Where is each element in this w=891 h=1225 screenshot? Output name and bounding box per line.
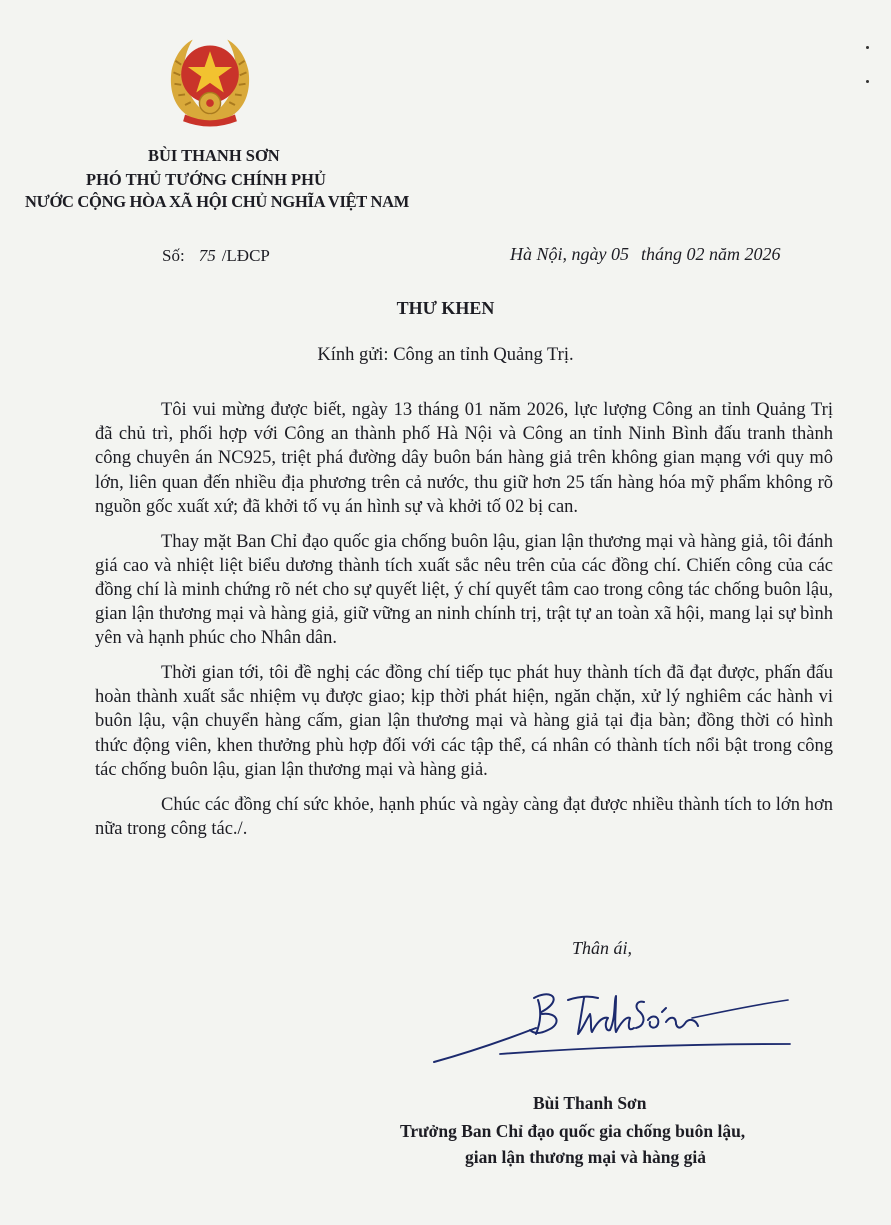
body-paragraph: Thay mặt Ban Chỉ đạo quốc gia chống buôn lậu, gian lận thương mại và hàng giả, tôi đánh giá cao và nhiệt liệt biểu dương thành tích xuất sắc nêu trên của các đồng chí. Chiến công của các đồng chí là minh chứng rõ nét cho sự quyết liệt, ý chí quyết tâm cao trong công tác chống buôn lậu, gian lận thương mại và hàng giả, giữ vững an ninh chính trị, trật tự an toàn xã hội, mang lại sự bình yên và hạnh phúc cho Nhân dân.: [95, 531, 833, 649]
signer-title-line2: gian lận thương mại và hàng giả: [465, 1147, 706, 1167]
signer-title-line1: Trưởng Ban Chỉ đạo quốc gia chống buôn lậu,: [400, 1121, 746, 1141]
letter-recipient: Kính gửi: Công an tỉnh Quảng Trị.: [317, 345, 574, 365]
body-paragraph: Thời gian tới, tôi đề nghị các đồng chí tiếp tục phát huy thành tích đã đạt được, phấn đấu hoàn thành xuất sắc nhiệm vụ được giao; kịp thời phát hiện, ngăn chặn, xử lý nghiêm các hành vi buôn lậu, vận chuyển hàng cấm, gian lận thương mại và hàng giả tại địa bàn; đồng thời có hình thức động viên, khen thưởng phù hợp đối với các tập thể, cá nhân có thành tích nổi bật trong công tác chống buôn lậu, gian lận thương mại và hàng giả.: [95, 663, 833, 780]
body-paragraph: Chúc các đồng chí sức khỏe, hạnh phúc và ngày càng đạt được nhiều thành tích to lớn hơn nữa trong công tác./.: [95, 794, 833, 839]
body-paragraph: Tôi vui mừng được biết, ngày 13 tháng 01 năm 2026, lực lượng Công an tỉnh Quảng Trị đã chủ trì, phối hợp với Công an thành phố Hà Nội và Công an tỉnh Ninh Bình đấu tranh thành công chuyên án NC925, triệt phá đường dây buôn bán hàng giả trên không gian mạng với quy mô lớn, liên quan đến nhiều địa phương trên cả nước, thu giữ hơn 25 tấn hàng hóa mỹ phẩm không rõ nguồn gốc xuất xứ; đã khởi tố vụ án hình sự và khởi tố 02 bị can.: [95, 400, 833, 517]
doc-number-value: 75: [198, 246, 216, 265]
letter-title: THƯ KHEN: [396, 298, 495, 318]
date-month-year: tháng 02 năm 2026: [641, 244, 781, 264]
date-place: Hà Nội, ngày: [510, 244, 607, 264]
header-name: BÙI THANH SƠN: [148, 146, 280, 165]
header-country: NƯỚC CỘNG HÒA XÃ HỘI CHỦ NGHĨA VIỆT NAM: [25, 192, 410, 211]
doc-number-suffix: /LĐCP: [221, 246, 270, 265]
document-date: [510, 244, 781, 265]
handwritten-signature: [430, 978, 810, 1078]
signer-name: Bùi Thanh Sơn: [533, 1093, 647, 1113]
date-day: 05: [611, 244, 629, 264]
national-emblem-icon: [162, 32, 258, 128]
header-position: PHÓ THỦ TƯỚNG CHÍNH PHỦ: [86, 170, 326, 189]
document-number: [162, 246, 270, 266]
speck-mark: [866, 46, 869, 49]
letter-body: [95, 398, 833, 851]
doc-number-label: Số:: [162, 246, 185, 265]
closing-greeting: Thân ái,: [572, 938, 633, 958]
speck-mark: [866, 80, 869, 83]
